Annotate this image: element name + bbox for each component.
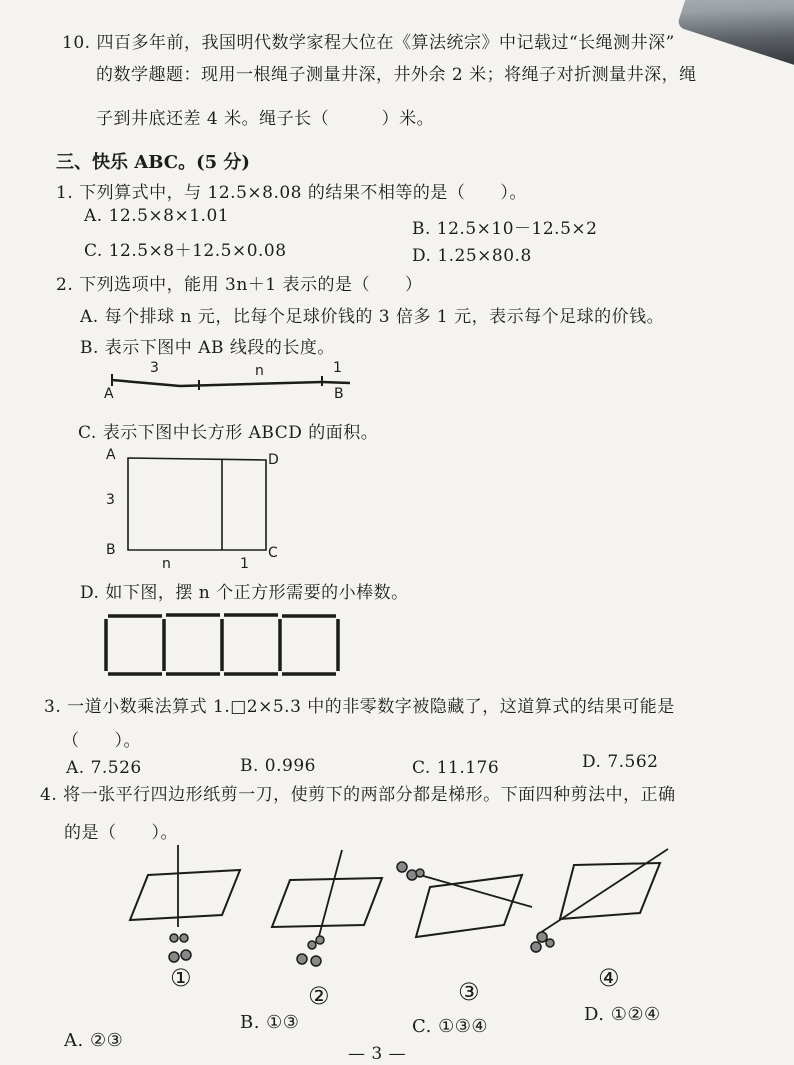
rectangle-figure (120, 450, 280, 560)
q3-option-c: C. 11.176 (412, 758, 500, 778)
q2-option-c: C. 表示下图中长方形 ABCD 的面积。 (78, 423, 379, 443)
fig-label-1: ① (170, 964, 192, 992)
q4-option-b: B. ①③ (240, 1012, 300, 1033)
q3-option-a: A. 7.526 (66, 758, 142, 778)
fig-label-4: ④ (598, 964, 620, 992)
q3-line1: 3. 一道小数乘法算式 1.□2×5.3 中的非零数字被隐藏了，这道算式的结果可能是 (44, 697, 675, 717)
cut-figures (120, 845, 700, 975)
rectangle-abcd (128, 458, 266, 550)
matchstick-figure (100, 608, 350, 680)
page-number: — 3 — (348, 1044, 407, 1064)
q2-option-b: B. 表示下图中 AB 线段的长度。 (80, 338, 335, 358)
q1-option-a: A. 12.5×8×1.01 (84, 206, 230, 226)
fig-label-2: ② (308, 982, 330, 1010)
q3-option-d: D. 7.562 (582, 752, 659, 772)
q1-stem: 1. 下列算式中，与 12.5×8.08 的结果不相等的是（ ）。 (56, 183, 527, 203)
q10-line3: 子到井底还差 4 米。绳子长（ ）米。 (96, 109, 435, 129)
rect-label-1: 1 (240, 556, 249, 572)
q4-option-a: A. ②③ (64, 1030, 124, 1051)
q2-option-a: A. 每个排球 n 元，比每个足球价钱的 3 倍多 1 元，表示每个足球的价钱。 (80, 307, 665, 327)
q4-option-c: C. ①③④ (412, 1016, 488, 1037)
q3-line2: （ ）。 (62, 731, 141, 751)
segment-line (112, 380, 350, 386)
segment-label-1: 1 (333, 360, 342, 376)
q10-line2: 的数学趣题：现用一根绳子测量井深，井外余 2 米；将绳子对折测量井深，绳 (96, 65, 697, 85)
segment-figure (100, 358, 360, 408)
parallelogram-2 (272, 878, 382, 927)
rect-vertex-d: D (268, 452, 279, 468)
q3-option-b: B. 0.996 (240, 756, 316, 776)
q1-option-b: B. 12.5×10－12.5×2 (412, 219, 598, 239)
rect-label-n: n (162, 556, 171, 572)
q2-option-d: D. 如下图，摆 n 个正方形需要的小棒数。 (80, 583, 409, 603)
q4-option-d: D. ①②④ (584, 1004, 661, 1025)
rect-vertex-b: B (106, 542, 116, 558)
rect-vertex-a: A (106, 447, 116, 463)
fig-label-3: ③ (458, 978, 480, 1006)
parallelogram-3 (416, 875, 522, 937)
parallelogram-1 (130, 870, 240, 920)
q4-line2: 的是（ ）。 (64, 823, 178, 843)
q1-option-c: C. 12.5×8＋12.5×0.08 (84, 241, 287, 261)
point-a: A (104, 386, 114, 402)
point-b: B (334, 386, 344, 402)
segment-label-n: n (255, 363, 264, 379)
rect-vertex-c: C (268, 545, 278, 561)
segment-label-3: 3 (150, 360, 159, 376)
q4-line1: 4. 将一张平行四边形纸剪一刀，使剪下的两部分都是梯形。下面四种剪法中，正确 (40, 785, 676, 805)
q2-stem: 2. 下列选项中，能用 3n＋1 表示的是（ ） (56, 275, 423, 295)
q1-option-d: D. 1.25×80.8 (412, 246, 532, 266)
q10-line1: 10. 四百多年前，我国明代数学家程大位在《算法统宗》中记载过“长绳测井深” (62, 33, 675, 53)
section-title: 三、快乐 ABC。(5 分) (56, 152, 250, 173)
rect-side-3: 3 (106, 492, 115, 508)
